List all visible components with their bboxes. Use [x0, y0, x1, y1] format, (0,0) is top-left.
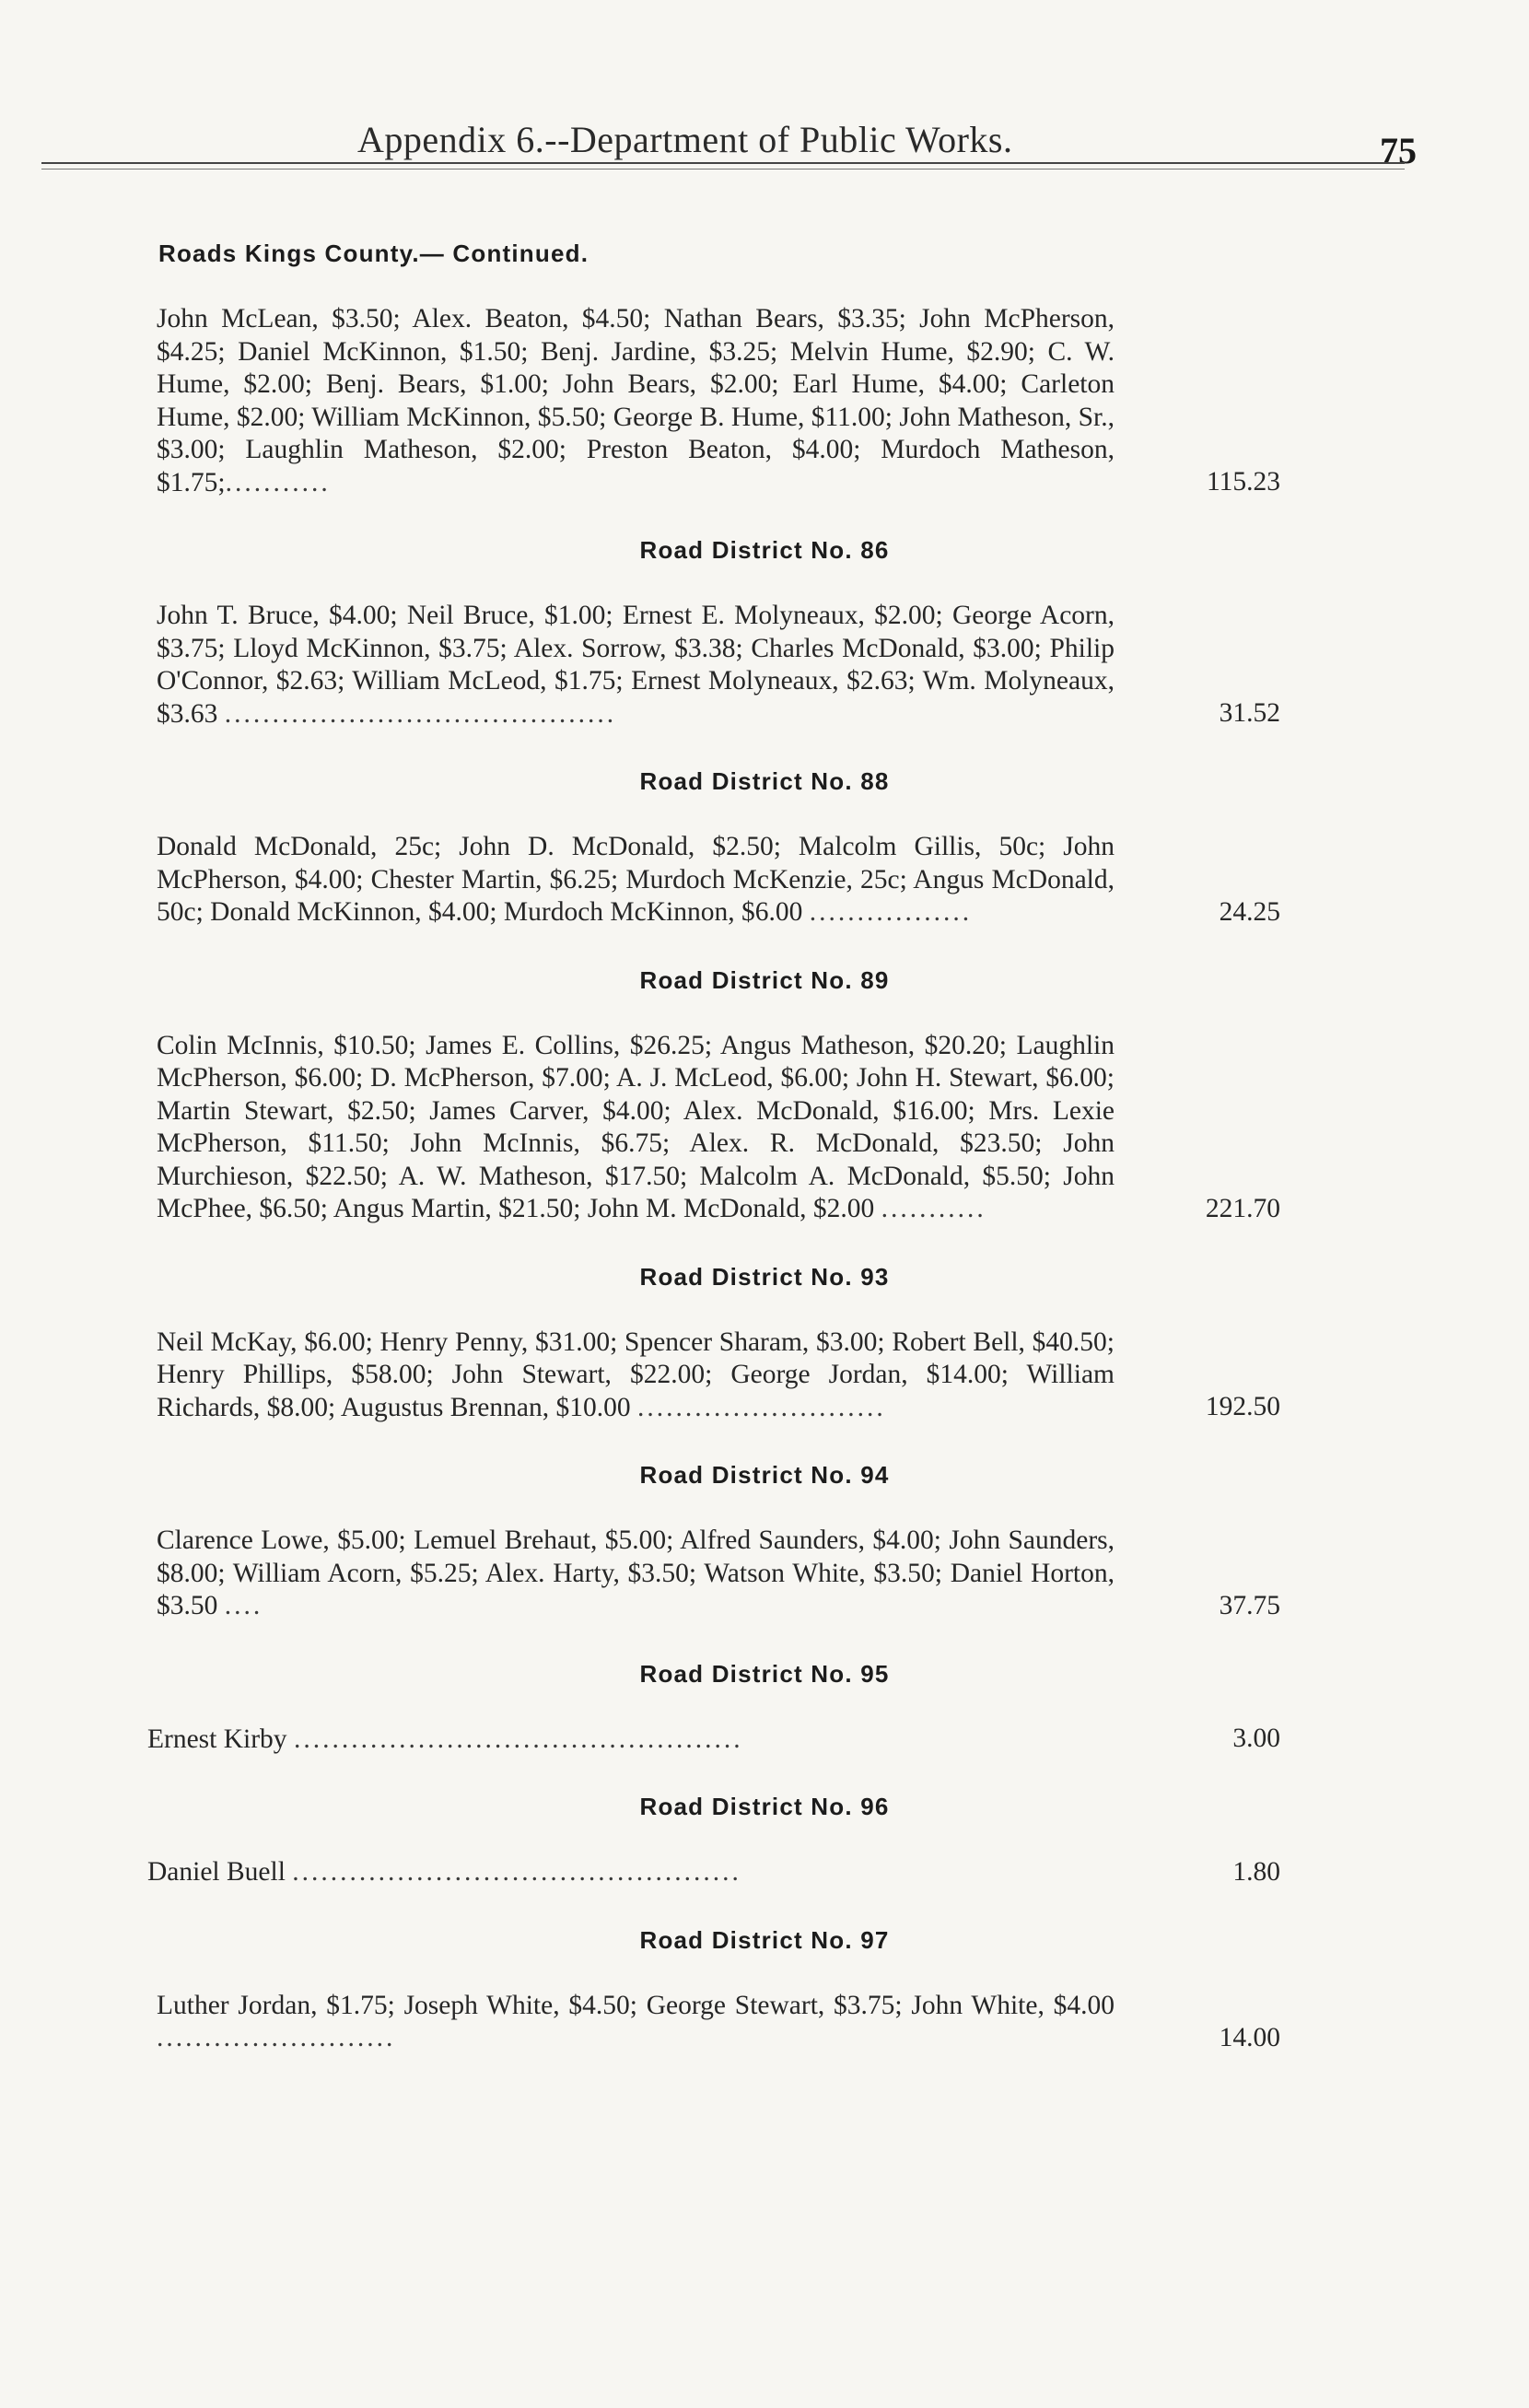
- section-road-district-95: [0, 1660, 1529, 1757]
- section-heading: Road District No. 97: [639, 1925, 890, 1954]
- entry-names: Clarence Lowe, $5.00; Lemuel Brehaut, $5.00; Alfred Saunders, $4.00; John Saunders, $8.00; William Acorn, $5.25; Alex. Harty, $3.50; Watson White, $3.50; Daniel Horton, $3.50: [157, 1525, 1115, 1620]
- header-rule: [41, 162, 1405, 164]
- section-heading: Road District No. 95: [639, 1659, 890, 1688]
- entry-total: 31.52: [1219, 698, 1280, 728]
- entry-total: 192.50: [1205, 1392, 1280, 1421]
- entry: [0, 1856, 1529, 1889]
- entry-names: John McLean, $3.50; Alex. Beaton, $4.50; Nathan Bears, $3.35; John McPherson, $4.25; Daniel McKinnon, $1.50; Benj. Jardine, $3.25; Melvin Hume, $2.90; C. W. Hume, $2.00; Benj. Bears, $1.00; John Bears, $2.00; Earl Hume, $4.00; Carleton Hume, $2.00; William McKinnon, $5.50; George B. Hume, $11.00; John Matheson, Sr., $3.00; Laughlin Matheson, $2.00; Preston Beaton, $4.00; Murdoch Matheson, $1.75;: [157, 304, 1115, 497]
- entry-total: 1.80: [1232, 1856, 1280, 1887]
- entry: [0, 1525, 1529, 1623]
- section-heading: Road District No. 94: [639, 1461, 890, 1489]
- page-content: [0, 212, 1529, 2055]
- section-road-district-94: [0, 1461, 1529, 1623]
- page-number: 75: [1380, 130, 1417, 171]
- entry-text: [157, 1990, 1115, 2055]
- dot-leader: ..........................: [636, 1392, 886, 1422]
- dot-leader: ...........: [225, 467, 331, 497]
- entry: [0, 1327, 1529, 1425]
- section-road-district-96: [0, 1793, 1529, 1889]
- entry: [0, 1030, 1529, 1226]
- section-road-district-93: [0, 1263, 1529, 1425]
- section-road-district-88: [0, 767, 1529, 929]
- entry-names: Neil McKay, $6.00; Henry Penny, $31.00; Spencer Sharam, $3.00; Robert Bell, $40.50; Henry Phillips, $58.00; John Stewart, $22.00; George Jordan, $14.00; William Richards, $8.00; Augustus Brennan, $10.00: [157, 1327, 1115, 1422]
- page-header: [0, 111, 1529, 184]
- entry-total: 3.00: [1232, 1724, 1280, 1753]
- entry: [0, 600, 1529, 731]
- dot-leader: ...........: [881, 1194, 986, 1223]
- entry-total: 115.23: [1206, 467, 1280, 497]
- entry-total: 221.70: [1205, 1193, 1280, 1223]
- entry: [0, 831, 1529, 929]
- entry-names: Ernest Kirby: [147, 1724, 287, 1754]
- entry-names: Donald McDonald, 25c; John D. McDonald, $2.50; Malcolm Gillis, 50c; John McPherson, $4.00; Chester Martin, $6.25; Murdoch McKenzie, 25c; Angus McDonald, 50c; Donald McKinnon, $4.00; Murdoch McKinnon, $6.00: [157, 832, 1115, 927]
- section-heading: Road District No. 86: [639, 536, 890, 564]
- section-heading: Road District No. 89: [639, 965, 890, 994]
- dot-leader: .........................: [157, 2023, 396, 2052]
- section-roads-kings-county: [0, 240, 1529, 499]
- entry-text: [147, 1724, 1105, 1757]
- entry-names: Daniel Buell: [147, 1857, 286, 1887]
- dot-leader: ...............................................: [293, 1724, 743, 1754]
- entry-text: [157, 831, 1115, 929]
- section-heading: Roads Kings County.— Continued.: [158, 240, 589, 267]
- dot-leader: .........................................: [224, 698, 617, 729]
- section-road-district-89: [0, 966, 1529, 1226]
- entry-names: Colin McInnis, $10.50; James E. Collins, $26.25; Angus Matheson, $20.20; Laughlin McPherson, $6.00; D. McPherson, $7.00; A. J. McLeod, $6.00; John H. Stewart, $6.00; Martin Stewart, $2.50; James Carver, $4.00; Alex. McDonald, $16.00; Mrs. Lexie McPherson, $11.50; John McInnis, $6.75; Alex. R. McDonald, $23.50; John Murchieson, $22.50; A. W. Matheson, $17.50; Malcolm A. McDonald, $5.50; John McPhee, $6.50; Angus Martin, $21.50; John M. McDonald, $2.00: [157, 1030, 1115, 1223]
- entry-total: 24.25: [1219, 896, 1280, 927]
- entry: [0, 1990, 1529, 2055]
- entry-text: [157, 1030, 1115, 1226]
- dot-leader: .................: [809, 897, 973, 927]
- entry: [0, 1724, 1529, 1757]
- dot-leader: ....: [224, 1591, 263, 1620]
- entry-text: [157, 303, 1115, 499]
- entry-names: Luther Jordan, $1.75; Joseph White, $4.50; George Stewart, $3.75; John White, $4.00: [157, 1990, 1115, 2020]
- section-heading: Road District No. 96: [639, 1793, 890, 1820]
- section-road-district-97: [0, 1926, 1529, 2055]
- entry-total: 14.00: [1219, 2022, 1280, 2052]
- section-heading: Road District No. 93: [639, 1262, 890, 1291]
- entry-text: [147, 1856, 1105, 1889]
- running-head: Appendix 6.--Department of Public Works.: [357, 119, 1013, 160]
- section-road-district-86: [0, 536, 1529, 731]
- entry-text: [157, 600, 1115, 731]
- dot-leader: ...............................................: [292, 1857, 741, 1887]
- section-heading: Road District No. 88: [639, 767, 890, 795]
- entry-text: [157, 1327, 1115, 1425]
- entry-names: John T. Bruce, $4.00; Neil Bruce, $1.00; Ernest E. Molyneaux, $2.00; George Acorn, $3.75; Lloyd McKinnon, $3.75; Alex. Sorrow, $3.38; Charles McDonald, $3.00; Philip O'Connor, $2.63; William McLeod, $1.75; Ernest Molyneaux, $2.63; Wm. Molyneaux, $3.63: [157, 601, 1115, 729]
- entry-text: [157, 1525, 1115, 1623]
- entry: [0, 303, 1529, 499]
- entry-total: 37.75: [1219, 1590, 1280, 1620]
